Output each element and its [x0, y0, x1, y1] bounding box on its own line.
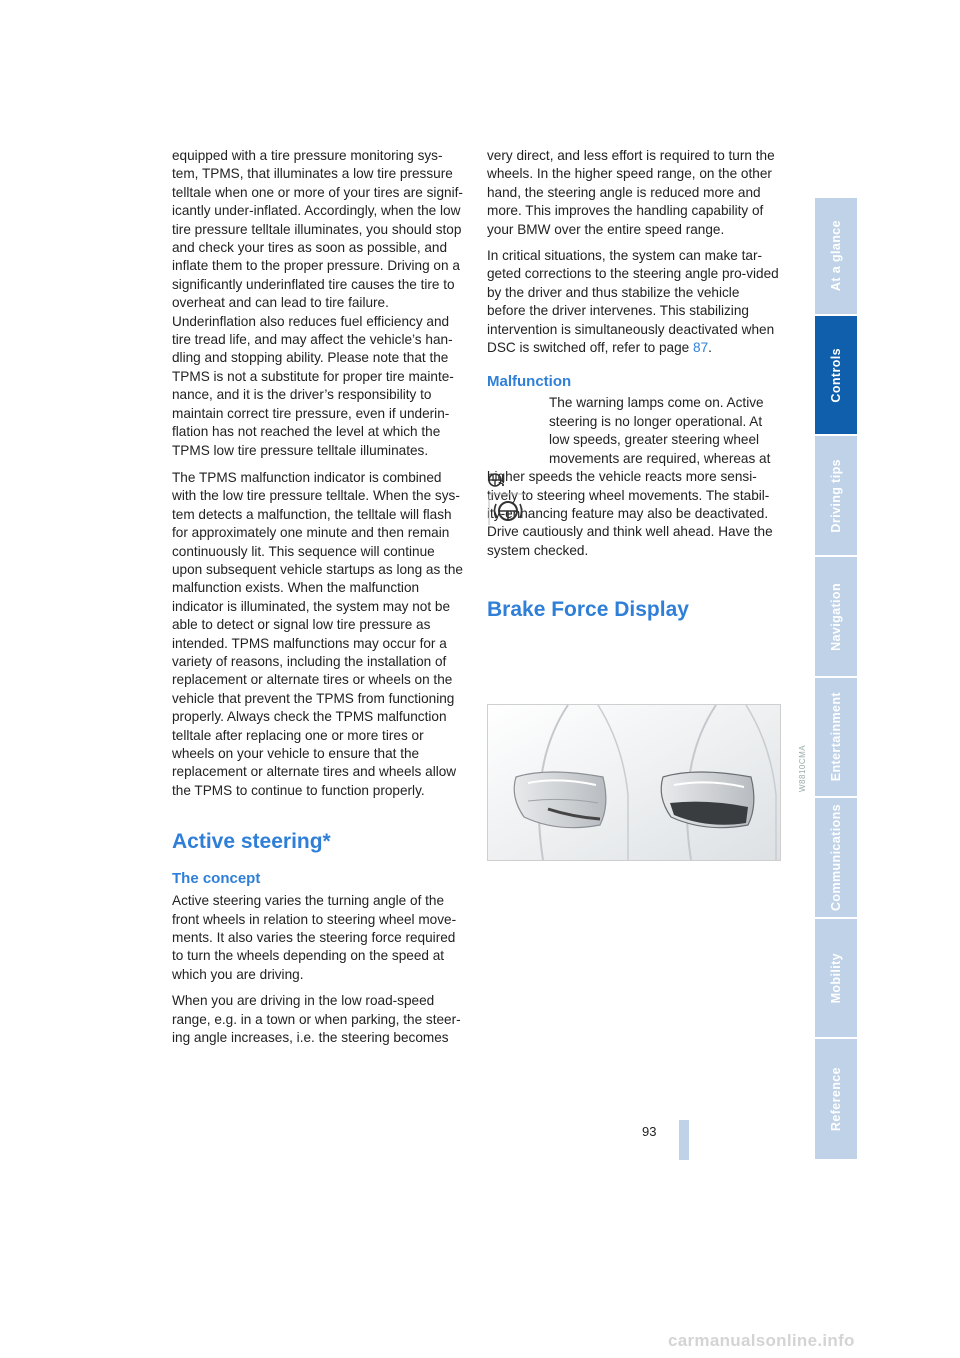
- malfunction-text: The warning lamps come on. Active steering is no longer operational. At low speeds, greater steering wheel movements are required, whereas at higher speeds the vehicle reacts more sensi-tively to steering wheel movements. The stabil-ity-enhancing feature may also be deactivated. Drive cautiously and think well ahead. Have the system checked.: [487, 395, 773, 558]
- critical-situations-paragraph: [487, 247, 780, 357]
- icon-spacer: [487, 394, 549, 466]
- active-steering-heading: Active steering*: [172, 830, 331, 854]
- tpms-paragraph: equipped with a tire pressure monitoring sys-tem, TPMS, that illuminates a low tire pressure telltale when one or more of your tires are signif-icantly under-inflated. Accordingly, when the low tire pressure telltale illuminates, you should stop and check your tires as soon as possible, and inflate them to the proper pressure. Driving on a significantly underinflated tire causes the tire to overheat and can lead to tire failure. Underinflation also reduces fuel efficiency and tire tread life, and may affect the vehicle’s han-dling and stopping ability. Please note that the TPMS is not a substitute for proper tire mainte-nance, and it is the driver’s responsibility to maintain correct tire pressure, even if underin-flation has not reached the level at which the TPMS low tire pressure telltale illuminates.: [172, 148, 463, 458]
- brake-force-display-heading: Brake Force Display: [487, 598, 689, 622]
- tab-label: At a glance: [829, 220, 843, 292]
- page-link-87[interactable]: 87: [693, 340, 709, 356]
- brake-force-figure: [487, 704, 781, 861]
- steering-direct-paragraph: very direct, and less effort is required to turn the wheels. In the higher speed range, on the other hand, the steering angle is reduced more and more. This improves the handling capability of your BMW over the entire speed range.: [487, 148, 775, 237]
- tab-label: Navigation: [829, 582, 843, 651]
- tab-driving-tips[interactable]: [815, 436, 857, 555]
- concept-heading: The concept: [172, 870, 261, 888]
- tab-mobility[interactable]: [815, 919, 857, 1037]
- tab-label: Entertainment: [829, 692, 843, 782]
- tab-controls[interactable]: [815, 316, 857, 434]
- critical-situations-text: In critical situations, the system can make tar-geted corrections to the steering angle pro-vided by the driver and thus stabilize the vehicle before the driver intervenes. This stabilizing intervention is simultaneously deactivated when DSC is switched off, refer to page: [487, 248, 779, 356]
- tab-label: Communications: [829, 804, 843, 911]
- tab-label: Reference: [829, 1066, 843, 1132]
- tab-reference[interactable]: [815, 1039, 857, 1159]
- tab-communications[interactable]: [815, 798, 857, 917]
- tab-label: Driving tips: [829, 458, 843, 533]
- watermark: carmanualsonline.info: [668, 1331, 855, 1350]
- tab-label: Controls: [829, 347, 843, 403]
- critical-situations-end: .: [708, 340, 712, 356]
- page-number: 93: [642, 1124, 657, 1139]
- concept-paragraph: Active steering varies the turning angle of the front wheels in relation to steering wheel move-ments. It also varies the steering force required to turn the wheels depending on the speed at which you are driving.: [172, 893, 457, 982]
- page-number-bar: [679, 1120, 689, 1160]
- tpms-malfunction-paragraph: The TPMS malfunction indicator is combined with the low tire pressure telltale. When the sys-tem detects a malfunction, the telltale will flash for approximately one minute and then remain continuously lit. This sequence will continue upon subsequent vehicle startups as long as the malfunction exists. When the malfunction indicator is illuminated, the system may not be able to detect or signal low tire pressure as intended. TPMS malfunctions may occur for a variety of reasons, including the installation of replacement or alternate tires or wheels on the vehicle that prevent the TPMS from functioning properly. Always check the TPMS malfunction telltale after replacing one or more tires or wheels on your vehicle to ensure that the replacement or alternate tires and wheels allow the TPMS to continue to function properly.: [172, 469, 463, 798]
- steering-warning-icon: [485, 471, 530, 527]
- tab-entertainment[interactable]: [815, 678, 857, 796]
- figure-code: W8810CMA: [798, 744, 807, 792]
- malfunction-paragraph: [487, 394, 780, 560]
- malfunction-heading: Malfunction: [487, 373, 572, 391]
- tab-label: Mobility: [829, 952, 843, 1004]
- tab-navigation[interactable]: [815, 557, 857, 676]
- tab-at-a-glance[interactable]: [815, 198, 857, 314]
- low-speed-paragraph: When you are driving in the low road-speed range, e.g. in a town or when parking, the steer-ing angle increases, i.e. the steering becomes: [172, 993, 461, 1046]
- left-column: [172, 147, 464, 1055]
